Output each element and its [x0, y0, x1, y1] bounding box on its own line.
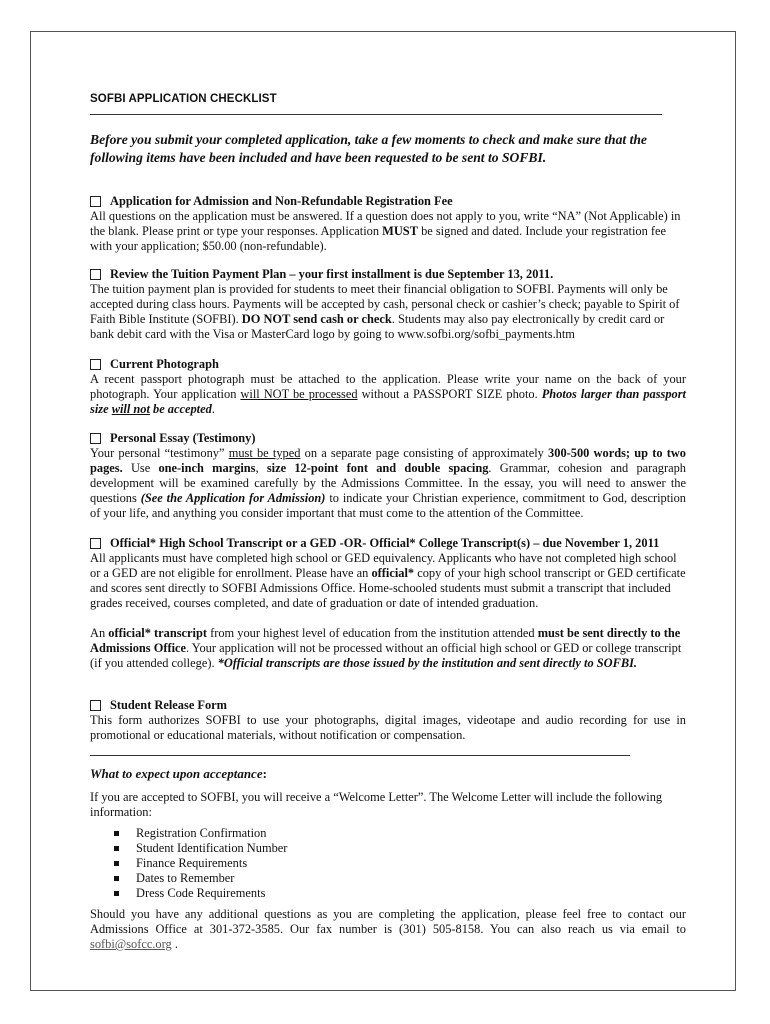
- list-item: Registration Confirmation: [114, 826, 287, 841]
- section-transcript: [90, 536, 686, 671]
- section-tuition: [90, 267, 686, 342]
- section-body-2: An official* transcript from your highest level of education from the institution attended must be sent directly to the Admissions Office. Your application will not be processed without an official high school or GED or college transcript (if you attended college). *Official transcripts are those issued by the institution and sent directly to SOFBI.: [90, 626, 682, 670]
- section-body: All questions on the application must be answered. If a question does not apply to you, write “NA” (Not Applicable) in the blank. Please print or type your responses. Application MUST be signed and dated. Include your registration fee with your application; $50.00 (non-refundable).: [90, 209, 681, 253]
- section-release: [90, 698, 686, 743]
- tuition-checkbox[interactable]: [90, 269, 101, 280]
- section-body: This form authorizes SOFBI to use your photographs, digital images, videotape and audio recording for use in promotional or educational materials, without notification or compensation.: [90, 713, 686, 742]
- section-heading: Current Photograph: [90, 357, 686, 372]
- acceptance-title: What to expect upon acceptance:: [90, 766, 267, 781]
- list-item: Student Identification Number: [114, 841, 287, 856]
- application-checkbox[interactable]: [90, 196, 101, 207]
- section-heading: Review the Tuition Payment Plan – your first installment is due September 13, 2011.: [90, 267, 686, 282]
- photo-checkbox[interactable]: [90, 359, 101, 370]
- section-heading: Application for Admission and Non-Refundable Registration Fee: [90, 194, 686, 209]
- acceptance-divider: [90, 755, 630, 756]
- section-essay: [90, 431, 686, 521]
- bullet-icon: [114, 891, 119, 896]
- section-application: [90, 194, 686, 254]
- title-divider: [90, 114, 662, 115]
- bullet-icon: [114, 831, 119, 836]
- contact-paragraph: Should you have any additional questions as you are completing the application, please feel free to contact our Admissions Office at 301-372-3585. Our fax number is (301) 505-8158. You can also reach us via email to sofbi@sofcc.org .: [90, 907, 686, 951]
- section-heading: Student Release Form: [90, 698, 686, 713]
- section-heading: Personal Essay (Testimony): [90, 431, 686, 446]
- section-body: All applicants must have completed high school or GED equivalency. Applicants who have not completed high school or a GED are not eligible for enrollment. Please have an official* copy of your high school transcript or GED certificate and scores sent directly to SOFBI Admissions Office. Home-schooled students must submit a transcript that included grades received, courses completed, and date of graduation or date of intended graduation.: [90, 551, 686, 610]
- section-body: A recent passport photograph must be attached to the application. Please write your name on the back of your photograph. Your application will NOT be processed without a PASSPORT SIZE photo. Photos larger than passport size will not be accepted.: [90, 372, 687, 416]
- bullet-icon: [114, 861, 119, 866]
- list-item: Dress Code Requirements: [114, 886, 287, 901]
- section-body: Your personal “testimony” must be typed on a separate page consisting of approximately 300-500 words; up to two pages. Use one-inch margins, size 12-point font and double spacing. Grammar, cohesion and paragraph development will be examined carefully by the Admissions Committee. In the essay, you will need to answer the questions (See the Application for Admission) to indicate your Christian experience, commitment to God, description of your life, and anything you consider important that must come to the attention of the Committee.: [90, 446, 687, 520]
- essay-checkbox[interactable]: [90, 433, 101, 444]
- intro-text: Before you submit your completed application, take a few moments to check and make sure that the following items have been included and have been requested to be sent to SOFBI.: [90, 132, 647, 165]
- bullet-icon: [114, 876, 119, 881]
- email-link[interactable]: sofbi@sofcc.org: [90, 937, 172, 951]
- page-title: SOFBI APPLICATION CHECKLIST: [90, 93, 277, 105]
- section-photo: [90, 357, 686, 417]
- list-item: Dates to Remember: [114, 871, 287, 886]
- bullet-icon: [114, 846, 119, 851]
- transcript-checkbox[interactable]: [90, 538, 101, 549]
- section-body: The tuition payment plan is provided for students to meet their financial obligation to SOFBI. Payments will only be accepted during class hours. Payments will be accepted by cash, personal check or cashier’s check; payable to Spirit of Faith Bible Institute (SOFBI). DO NOT send cash or check. Students may also pay electronically by credit card or bank debit card with the Visa or MasterCard logo by going to www.sofbi.org/sofbi_payments.htm: [90, 282, 680, 341]
- acceptance-intro: If you are accepted to SOFBI, you will receive a “Welcome Letter”. The Welcome Letter will include the following information:: [90, 790, 663, 819]
- acceptance-list: [114, 826, 287, 901]
- release-checkbox[interactable]: [90, 700, 101, 711]
- list-item: Finance Requirements: [114, 856, 287, 871]
- section-heading: Official* High School Transcript or a GED -OR- Official* College Transcript(s) – due November 1, 2011: [90, 536, 686, 551]
